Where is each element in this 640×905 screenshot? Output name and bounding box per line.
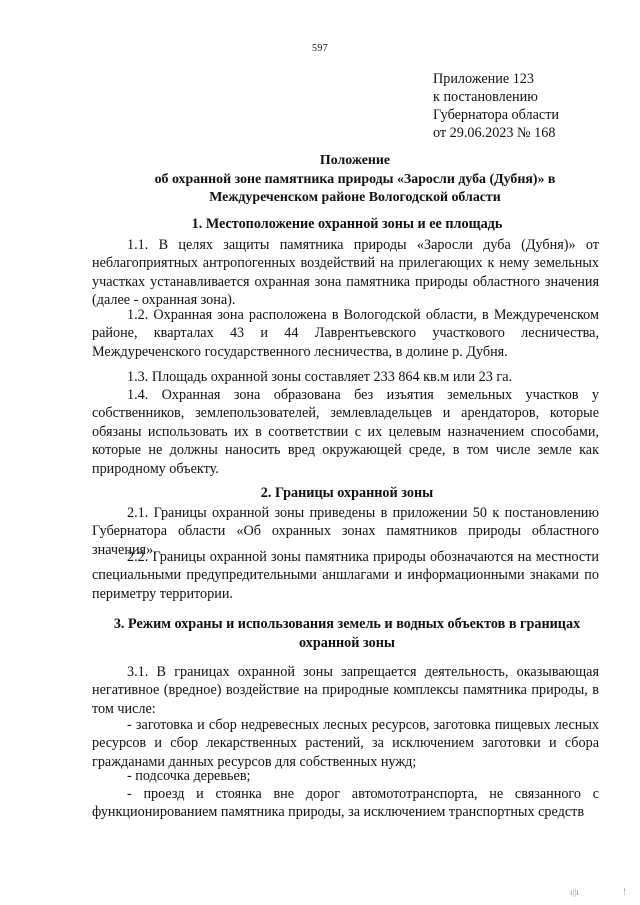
paragraph: 1.3. Площадь охранной зоны составляет 233 864 кв.м или 23 га. bbox=[127, 369, 513, 385]
scan-artifact-mark: ! bbox=[623, 887, 626, 897]
list-item: - подсочка деревьев; bbox=[127, 768, 251, 784]
paragraph: 2.1. Границы охранной зоны приведены в приложении 50 к постановлению Губернатора области «Об охранных зонах памятников природы областного значения». bbox=[92, 505, 599, 558]
section-heading: 1. Местоположение охранной зоны и ее площадь bbox=[191, 216, 503, 232]
paragraph: 2.2. Границы охранной зоны памятника природы обозначаются на местности специальными предупредительными аншлагами и информационными знаками по периметру территории. bbox=[92, 549, 599, 602]
title-line: Междуреченском районе Вологодской области bbox=[209, 190, 501, 205]
title-line: об охранной зоне памятника природы «Заросли дуба (Дубня)» в bbox=[154, 171, 556, 187]
page-number: 597 bbox=[312, 43, 328, 54]
appendix-line: к постановлению bbox=[433, 89, 538, 105]
section-heading: 2. Границы охранной зоны bbox=[260, 485, 434, 501]
list-item: - заготовка и сбор недревесных лесных ресурсов, заготовка пищевых лесных ресурсов и сбор лекарственных растений, за исключением заготовки и сбора гражданами данных ресурсов для собственных нужд; bbox=[92, 717, 599, 770]
list-item: - проезд и стоянка вне дорог автомототранспорта, не связанного с функционированием памятника природы, за исключением транспортных средств bbox=[92, 786, 599, 821]
scan-artifact-mark: ı||ı bbox=[570, 887, 579, 897]
appendix-reference bbox=[433, 70, 613, 142]
appendix-line: от 29.06.2023 № 168 bbox=[433, 125, 556, 141]
paragraph: 1.2. Охранная зона расположена в Вологодской области, в Междуреченском районе, кварталах 43 и 44 Лаврентьевского участкового лесничества, Междуреченского государственного лесничества, в долине р. Дубня. bbox=[92, 307, 599, 360]
appendix-line: Приложение 123 bbox=[433, 71, 534, 87]
heading-line: 3. Режим охраны и использования земель и водных объектов в границах bbox=[113, 616, 581, 632]
document-title bbox=[120, 152, 590, 208]
heading-line: охранной зоны bbox=[299, 634, 395, 651]
paragraph: 1.1. В целях защиты памятника природы «Заросли дуба (Дубня)» от неблагоприятных антропогенных воздействий на прилегающих к нему земельных участках устанавливается охранная зона памятника природы областного значения (далее - охранная зона). bbox=[92, 237, 599, 309]
appendix-line: Губернатора области bbox=[433, 107, 559, 123]
paragraph: 1.4. Охранная зона образована без изъятия земельных участков у собственников, землепользователей, землевладельцев и арендаторов, которые обязаны использовать их в соответствии с их целевым назначением способами, которые не должны наносить вред окружающей среде, в том числе земле как природному объекту. bbox=[92, 387, 599, 477]
paragraph: 3.1. В границах охранной зоны запрещается деятельность, оказывающая негативное (вредное) воздействие на природные комплексы памятника природы, в том числе: bbox=[92, 664, 599, 717]
section-heading bbox=[92, 615, 602, 652]
title-line: Положение bbox=[319, 153, 391, 168]
